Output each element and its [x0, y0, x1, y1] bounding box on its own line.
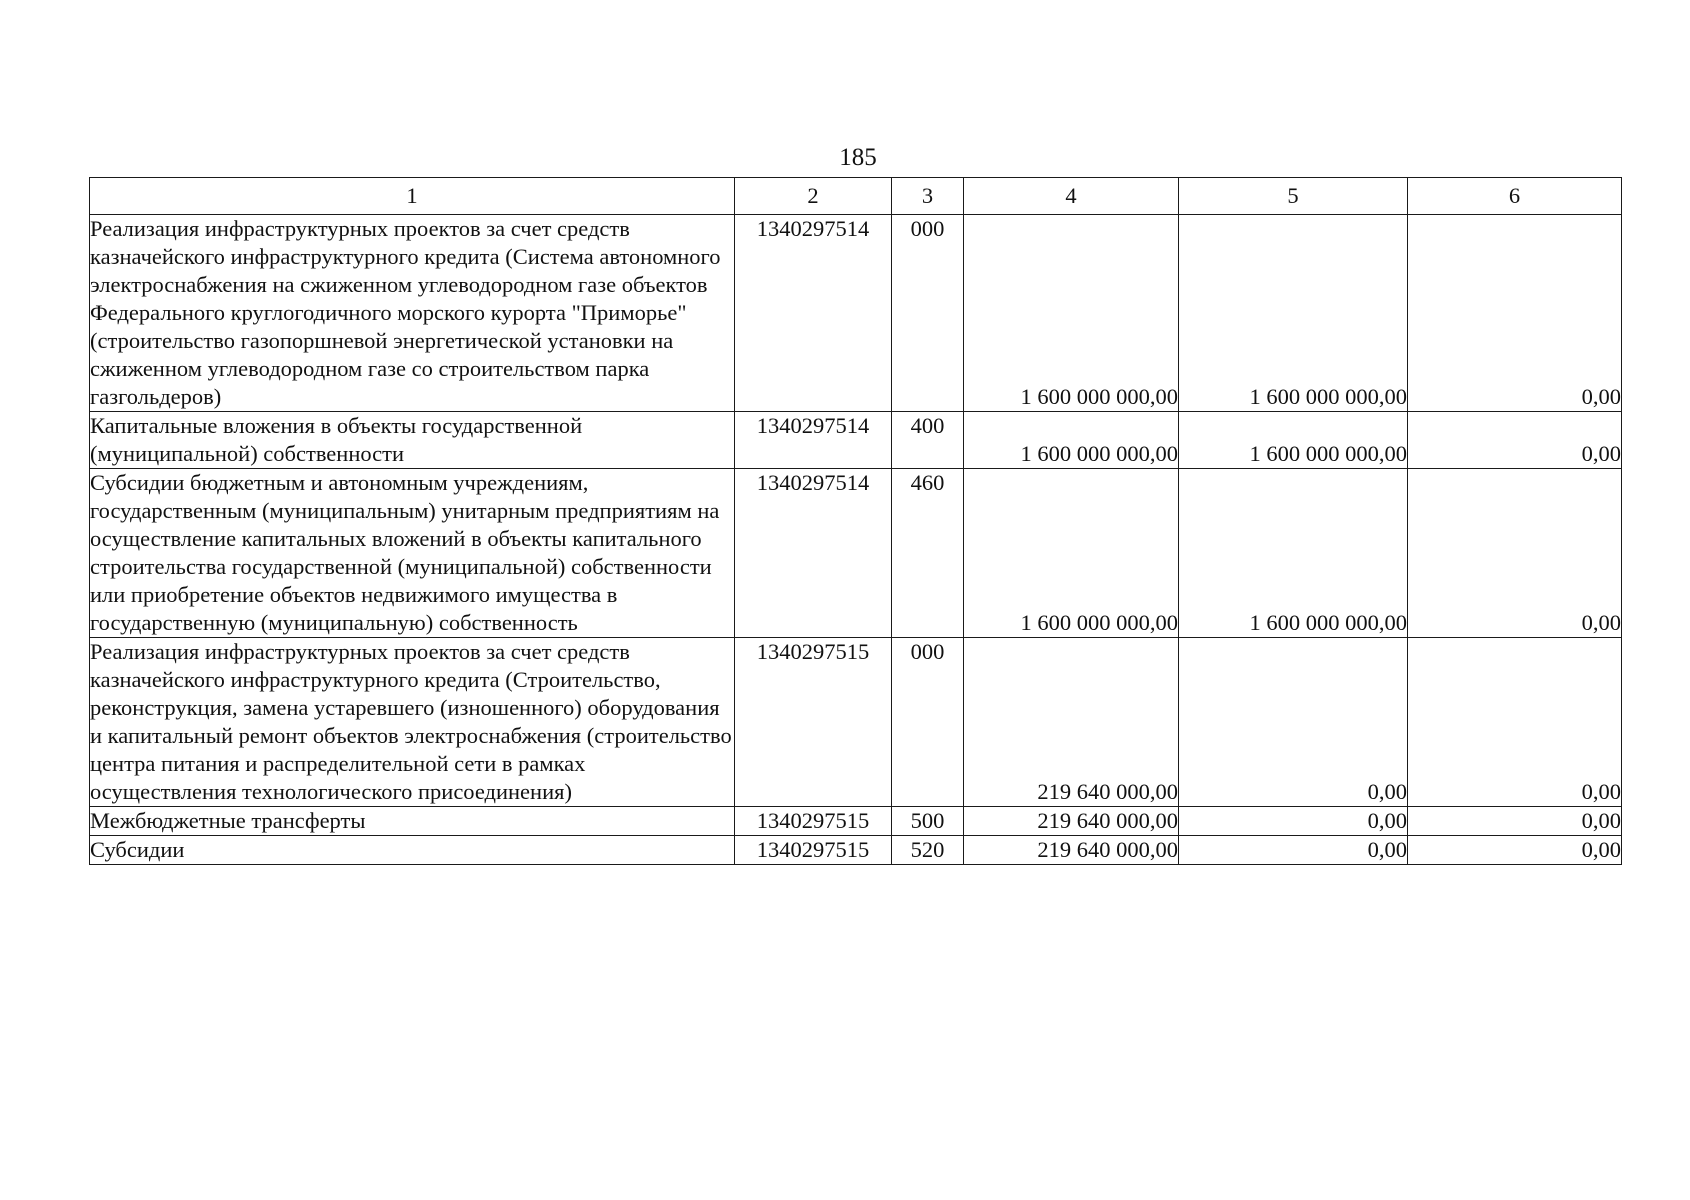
table-row	[90, 638, 1622, 807]
row-name-cell: Реализация инфраструктурных проектов за счет средств казначейского инфраструктурного кредита (Строительство, реконструкция, замена устаревшего (изношенного) оборудования и капитальный ремонт объектов электроснабжения (строительство центра питания и распределительной сети в рамках осуществления технологического присоединения)	[90, 638, 735, 807]
row-amount-col6: 0,00	[1408, 807, 1622, 836]
column-header-5: 5	[1179, 178, 1408, 215]
row-amount-col4: 1 600 000 000,00	[964, 469, 1179, 638]
row-code-cell: 1340297514	[735, 215, 892, 412]
row-amount-col4: 219 640 000,00	[964, 807, 1179, 836]
column-header-3: 3	[892, 178, 964, 215]
table-row	[90, 807, 1622, 836]
row-kind-cell: 400	[892, 412, 964, 469]
column-header-2: 2	[735, 178, 892, 215]
row-name-cell: Реализация инфраструктурных проектов за счет средств казначейского инфраструктурного кредита (Система автономного электроснабжения на сжиженном углеводородном газе объектов Федерального круглогодичного морского курорта "Приморье" (строительство газопоршневой энергетической установки на сжиженном углеводородном газе со строительством парка газгольдеров)	[90, 215, 735, 412]
column-header-4: 4	[964, 178, 1179, 215]
row-name-cell: Капитальные вложения в объекты государственной (муниципальной) собственности	[90, 412, 735, 469]
row-amount-col5: 1 600 000 000,00	[1179, 412, 1408, 469]
row-amount-col4: 1 600 000 000,00	[964, 412, 1179, 469]
table-row	[90, 836, 1622, 865]
row-amount-col4: 219 640 000,00	[964, 638, 1179, 807]
row-code-cell: 1340297515	[735, 807, 892, 836]
budget-table	[89, 177, 1622, 865]
row-kind-cell: 500	[892, 807, 964, 836]
row-amount-col5: 1 600 000 000,00	[1179, 215, 1408, 412]
table-row	[90, 469, 1622, 638]
row-amount-col5: 0,00	[1179, 836, 1408, 865]
row-amount-col6: 0,00	[1408, 469, 1622, 638]
row-amount-col5: 0,00	[1179, 638, 1408, 807]
row-name-cell: Субсидии бюджетным и автономным учреждениям, государственным (муниципальным) унитарным предприятиям на осуществление капитальных вложений в объекты капитального строительства государственной (муниципальной) собственности или приобретение объектов недвижимого имущества в государственную (муниципальную) собственность	[90, 469, 735, 638]
table-row	[90, 412, 1622, 469]
row-amount-col4: 219 640 000,00	[964, 836, 1179, 865]
row-kind-cell: 000	[892, 638, 964, 807]
row-kind-cell: 000	[892, 215, 964, 412]
row-amount-col6: 0,00	[1408, 836, 1622, 865]
column-header-6: 6	[1408, 178, 1622, 215]
row-name-cell: Межбюджетные трансферты	[90, 807, 735, 836]
row-amount-col4: 1 600 000 000,00	[964, 215, 1179, 412]
row-kind-cell: 460	[892, 469, 964, 638]
column-header-1: 1	[90, 178, 735, 215]
row-amount-col5: 0,00	[1179, 807, 1408, 836]
row-code-cell: 1340297514	[735, 469, 892, 638]
row-amount-col6: 0,00	[1408, 215, 1622, 412]
table-header-row	[90, 178, 1622, 215]
page-number: 185	[839, 144, 877, 171]
row-code-cell: 1340297514	[735, 412, 892, 469]
row-amount-col6: 0,00	[1408, 412, 1622, 469]
table-row	[90, 215, 1622, 412]
row-amount-col5: 1 600 000 000,00	[1179, 469, 1408, 638]
row-kind-cell: 520	[892, 836, 964, 865]
row-code-cell: 1340297515	[735, 836, 892, 865]
row-amount-col6: 0,00	[1408, 638, 1622, 807]
row-code-cell: 1340297515	[735, 638, 892, 807]
row-name-cell: Субсидии	[90, 836, 735, 865]
